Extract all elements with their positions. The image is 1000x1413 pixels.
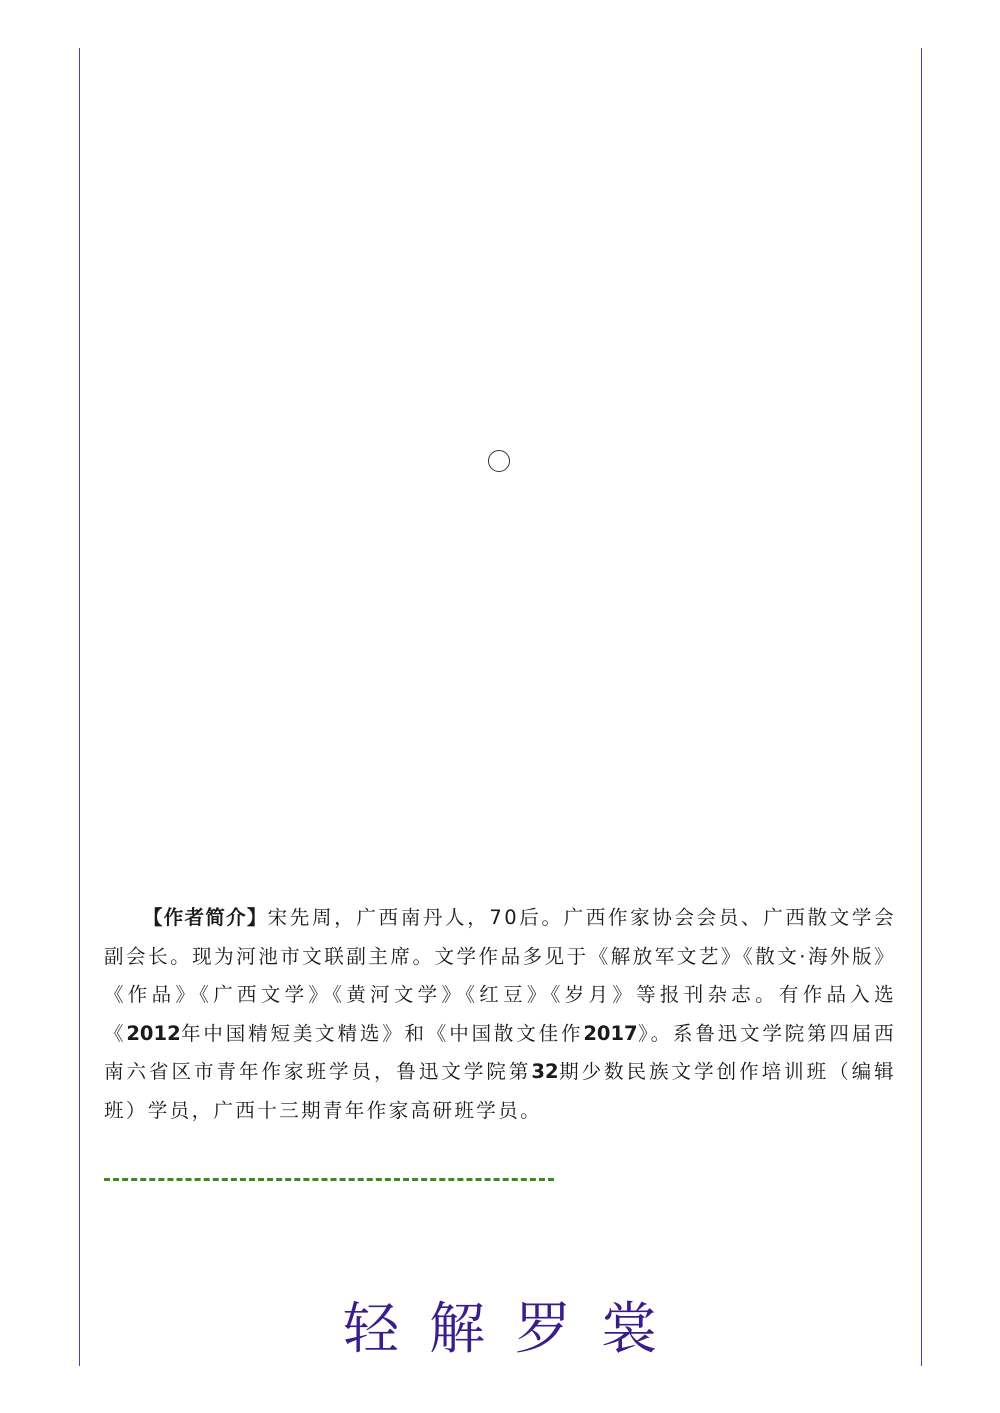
bio-year-1: 2012 [126,1021,181,1045]
bio-term-number: 32 [531,1060,559,1083]
image-placeholder-circle-icon [488,450,510,472]
bio-text-2: 年中国精短美文精选》和《中国散文佳作 [180,1021,584,1045]
bio-text-3: 》。系鲁迅文学院第四届西南六省区市青年作家班学员，鲁迅文学院第 [104,1021,896,1083]
bio-heading: 【作者简介】 [143,906,268,929]
bio-text-1: 宋先周，广西南丹人，70后。广西作家协会会员、广西散文学会副会长。现为河池市文联副主席。文学作品多见于《解放军文艺》《散文·海外版》《作品》《广西文学》《黄河文学》《红豆》《岁月》等报刊杂志。有作品入选《 [104,906,896,1045]
dashed-divider [104,1178,554,1181]
bio-year-2: 2017 [583,1021,638,1045]
right-margin-line [921,48,922,1366]
left-margin-line [79,48,80,1366]
section-title: 轻解罗裳 [343,1297,687,1362]
author-bio-paragraph [104,899,896,1130]
bio-text-4: 期少数民族文学创作培训班（编辑班）学员，广西十三期青年作家高研班学员。 [104,1060,896,1122]
